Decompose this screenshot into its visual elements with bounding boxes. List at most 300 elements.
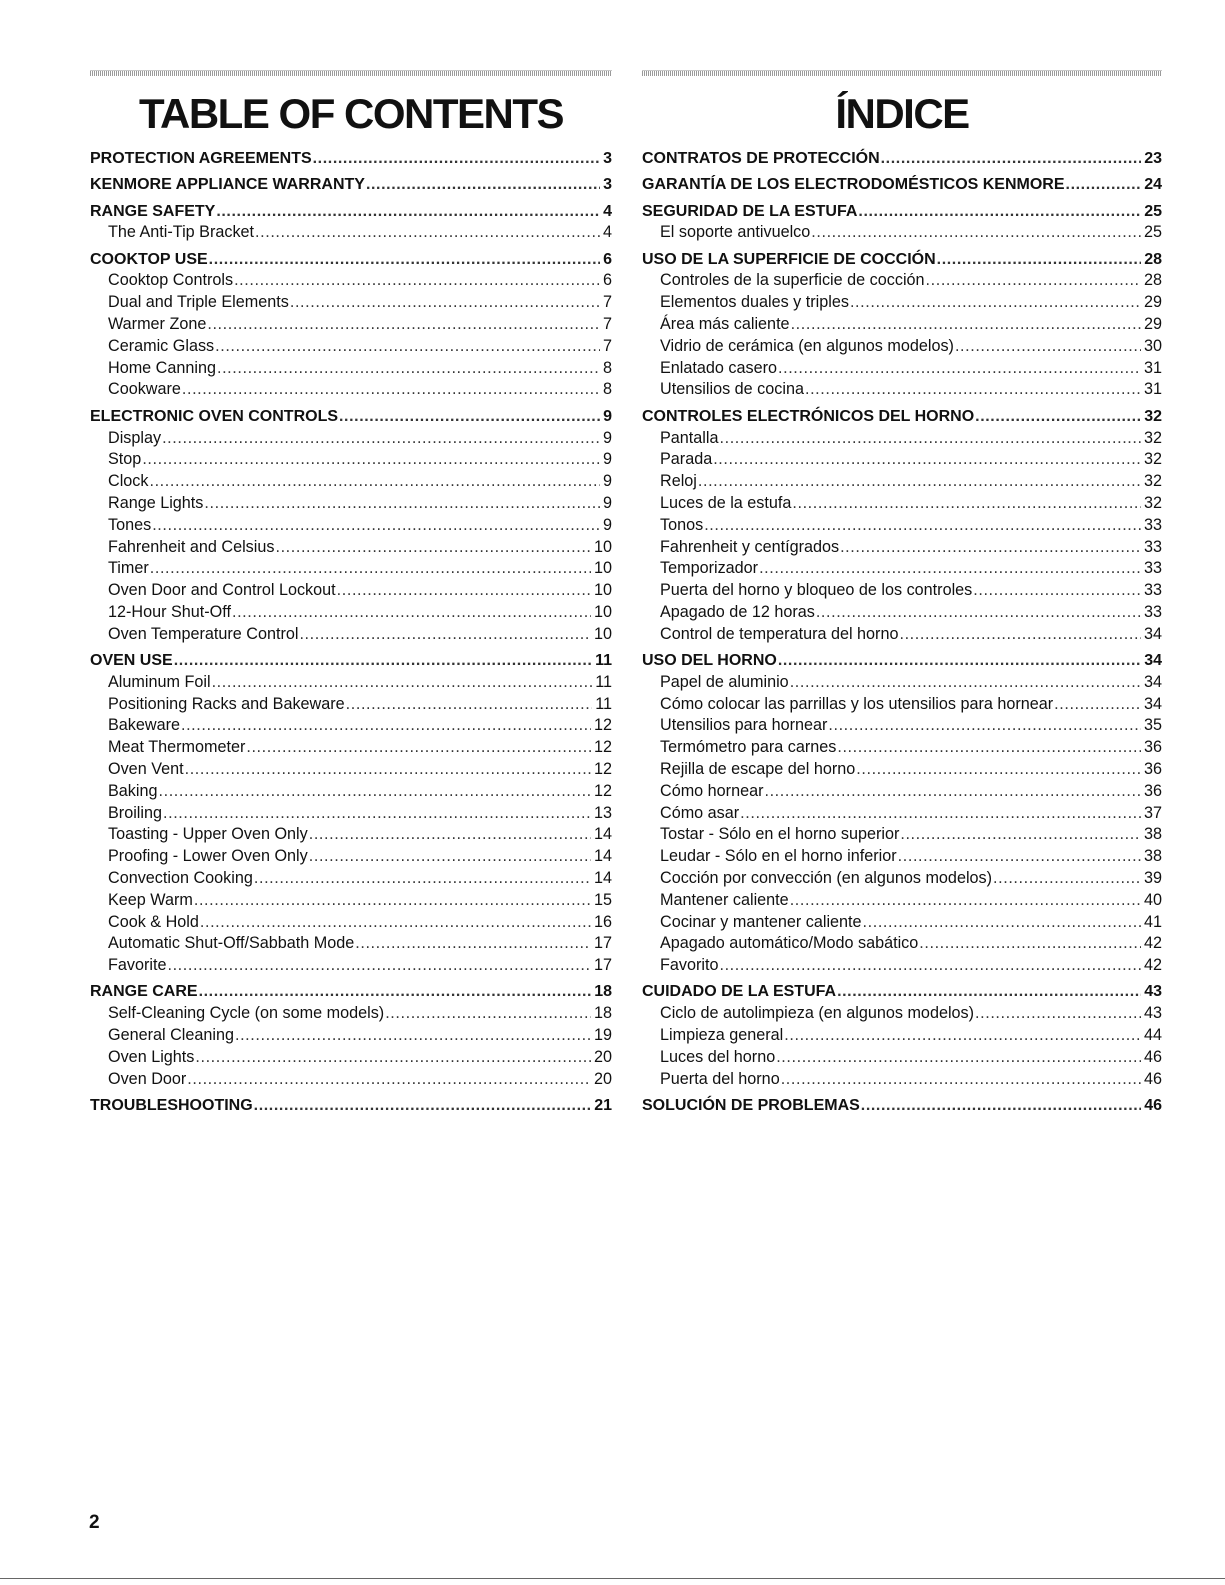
entry-page-number: 4 [603, 202, 612, 220]
entry-page-number: 14 [593, 847, 612, 866]
toc-subentry [642, 270, 1162, 292]
entry-page-number: 34 [1143, 624, 1162, 643]
toc-section [642, 249, 1162, 402]
dot-leader [235, 1025, 591, 1047]
toc-section-entry [90, 148, 612, 170]
entry-page-number: 30 [1143, 336, 1162, 355]
entry-label: Bakeware [108, 716, 180, 735]
entry-page-number: 31 [1143, 358, 1162, 377]
toc-subentry [642, 292, 1162, 314]
dot-leader [194, 890, 591, 912]
entry-label: SOLUCIÓN DE PROBLEMAS [642, 1096, 860, 1114]
entry-page-number: 14 [593, 869, 612, 887]
entry-label: Rejilla de escape del horno [660, 760, 856, 779]
entry-page-number: 16 [593, 912, 612, 931]
entry-page-number: 46 [1143, 1047, 1162, 1066]
dot-leader [858, 201, 1141, 223]
dot-leader [805, 379, 1141, 401]
entry-page-number: 23 [1144, 150, 1162, 167]
entry-label: 12-Hour Shut-Off [108, 602, 231, 621]
dot-leader [993, 868, 1141, 890]
entry-page-number: 21 [594, 1096, 612, 1114]
entry-page-number: 40 [1143, 890, 1162, 909]
entry-label: Reloj [660, 472, 697, 491]
entry-label: Dual and Triple Elements [108, 293, 289, 312]
toc-section [642, 650, 1162, 977]
toc-section-entry [642, 201, 1162, 223]
dot-leader [926, 270, 1141, 292]
dot-leader [339, 406, 600, 428]
entry-page-number: 20 [593, 1047, 612, 1066]
entry-page-number: 36 [1143, 760, 1162, 779]
entry-label: Mantener caliente [660, 890, 789, 909]
entry-page-number: 20 [593, 1069, 612, 1088]
entry-page-number: 44 [1143, 1026, 1162, 1045]
dot-leader [698, 471, 1141, 493]
entry-page-number: 6 [603, 250, 612, 268]
dot-leader [759, 558, 1141, 580]
entry-label: Cómo colocar las parrillas y los utensilios para hornear [660, 694, 1054, 713]
toc-subentry [642, 222, 1162, 244]
entry-page-number: 18 [593, 1004, 612, 1023]
dot-leader [811, 222, 1141, 244]
entry-label: Temporizador [660, 559, 759, 578]
entry-page-number: 33 [1143, 559, 1162, 578]
dot-leader [182, 379, 600, 401]
dot-leader [781, 1069, 1141, 1091]
entry-label: Self-Cleaning Cycle (on some models) [108, 1004, 385, 1023]
entry-label: Utensilios para hornear [660, 716, 828, 735]
toc-subentry [642, 1025, 1162, 1047]
entry-label: Control de temperatura del horno [660, 624, 899, 643]
dot-leader [861, 1095, 1141, 1117]
dot-leader [254, 868, 591, 890]
entry-label: Parada [660, 450, 713, 469]
dot-leader [837, 737, 1141, 759]
toc-subentry [642, 759, 1162, 781]
entry-label: Enlatado casero [660, 358, 777, 377]
dot-leader [255, 222, 600, 244]
entry-label: Utensilios de cocina [660, 380, 804, 399]
dot-leader [837, 981, 1141, 1003]
entry-label: Keep Warm [108, 890, 193, 909]
toc-section [90, 148, 612, 170]
entry-page-number: 36 [1143, 738, 1162, 757]
dot-leader [704, 515, 1141, 537]
entry-label: Warmer Zone [108, 315, 207, 334]
entry-label: General Cleaning [108, 1026, 234, 1045]
entry-label: Fahrenheit y centígrados [660, 537, 840, 556]
toc-section [90, 174, 612, 196]
toc-subentry [642, 428, 1162, 450]
toc-section-entry [642, 406, 1162, 428]
toc-subentry [90, 558, 612, 580]
entry-label: KENMORE APPLIANCE WARRANTY [90, 176, 365, 194]
toc-subentry [642, 672, 1162, 694]
entry-label: The Anti-Tip Bracket [108, 223, 255, 242]
toc-section-entry [642, 249, 1162, 271]
toc-subentry [90, 824, 612, 846]
toc-subentry [642, 868, 1162, 890]
toc-subentry [642, 1003, 1162, 1025]
entry-page-number: 12 [593, 760, 612, 779]
entry-label: Timer [108, 559, 149, 578]
entry-page-number: 28 [1144, 250, 1162, 268]
entry-label: ELECTRONIC OVEN CONTROLS [90, 407, 339, 425]
dot-leader [919, 933, 1141, 955]
entry-page-number: 10 [593, 559, 612, 578]
toc-subentry [642, 515, 1162, 537]
entry-page-number: 32 [1143, 428, 1162, 447]
toc-subentry [642, 580, 1162, 602]
toc-section-entry [642, 981, 1162, 1003]
entry-page-number: 11 [595, 652, 612, 670]
entry-page-number: 7 [602, 336, 612, 355]
entry-label: Cocción por convección (en algunos modelos) [660, 869, 993, 887]
entry-page-number: 12 [593, 716, 612, 735]
toc-section [90, 406, 612, 646]
entry-page-number: 10 [593, 602, 612, 621]
dot-leader [232, 602, 591, 624]
toc-subentry [90, 715, 612, 737]
dot-leader [778, 358, 1141, 380]
toc-subentry [642, 449, 1162, 471]
entry-label: Oven Temperature Control [108, 624, 299, 643]
entry-label: Cooktop Controls [108, 271, 234, 290]
toc-subentry [90, 1003, 612, 1025]
entry-label: Controles de la superficie de cocción [660, 271, 925, 290]
dot-leader [162, 428, 600, 450]
entry-label: USO DE LA SUPERFICIE DE COCCIÓN [642, 250, 936, 268]
dot-leader [275, 537, 591, 559]
toc-subentry [90, 292, 612, 314]
entry-label: Leudar - Sólo en el horno inferior [660, 847, 897, 866]
toc-subentry [90, 471, 612, 493]
dot-leader [792, 493, 1141, 515]
dot-leader [200, 912, 591, 934]
entry-label: Proofing - Lower Oven Only [108, 847, 308, 866]
entry-page-number: 17 [593, 934, 612, 953]
entry-label: Termómetro para carnes [660, 738, 837, 757]
dot-leader [791, 314, 1141, 336]
dot-leader [167, 955, 591, 977]
toc-subentry [90, 955, 612, 977]
entry-label: CONTROLES ELECTRÓNICOS DEL HORNO [642, 407, 975, 425]
entry-page-number: 43 [1143, 1004, 1162, 1023]
entry-label: Cómo asar [660, 803, 740, 822]
entry-label: Elementos duales y triples [660, 293, 849, 312]
entry-page-number: 10 [593, 581, 612, 600]
entry-page-number: 36 [1143, 781, 1162, 800]
toc-section-entry [642, 1095, 1162, 1117]
entry-label: Broiling [108, 803, 162, 822]
entry-page-number: 6 [602, 271, 612, 290]
entry-label: Meat Thermometer [108, 738, 246, 757]
entry-page-number: 35 [1143, 716, 1162, 735]
toc-subentry [642, 537, 1162, 559]
toc-spanish-list [642, 148, 1162, 1117]
toc-subentry [642, 737, 1162, 759]
toc-subentry [642, 715, 1162, 737]
toc-section [642, 201, 1162, 245]
dot-leader [366, 174, 600, 196]
entry-page-number: 34 [1143, 694, 1162, 713]
entry-label: RANGE SAFETY [90, 202, 216, 220]
toc-subentry [90, 222, 612, 244]
dot-leader [195, 1047, 591, 1069]
dot-leader [720, 428, 1141, 450]
dot-leader [217, 358, 600, 380]
entry-page-number: 37 [1143, 803, 1162, 822]
entry-page-number: 32 [1143, 450, 1162, 469]
toc-english-list [90, 148, 612, 1117]
dot-leader [863, 912, 1141, 934]
entry-page-number: 32 [1143, 493, 1162, 512]
entry-label: Automatic Shut-Off/Sabbath Mode [108, 934, 355, 953]
entry-page-number: 29 [1143, 315, 1162, 334]
toc-subentry [642, 1047, 1162, 1069]
entry-page-number: 7 [602, 293, 612, 312]
entry-label: Área más caliente [660, 315, 790, 334]
toc-subentry [642, 314, 1162, 336]
dot-leader [828, 715, 1141, 737]
toc-subentry [90, 803, 612, 825]
toc-english-column [90, 70, 612, 1117]
entry-label: Apagado automático/Modo sabático [660, 934, 919, 953]
entry-label: Papel de aluminio [660, 672, 789, 691]
entry-page-number: 15 [593, 890, 612, 909]
entry-label: GARANTÍA DE LOS ELECTRODOMÉSTICOS KENMORE [642, 176, 1065, 194]
entry-page-number: 7 [602, 315, 612, 334]
dot-leader [816, 602, 1141, 624]
toc-subentry [642, 602, 1162, 624]
entry-page-number: 33 [1143, 581, 1162, 600]
entry-page-number: 41 [1143, 912, 1162, 931]
toc-section [642, 406, 1162, 646]
entry-page-number: 9 [602, 493, 612, 512]
entry-label: Apagado de 12 horas [660, 602, 815, 621]
entry-label: Convection Cooking [108, 869, 253, 887]
dot-leader [784, 1025, 1141, 1047]
toc-subentry [90, 358, 612, 380]
dot-leader [149, 471, 600, 493]
toc-subentry [642, 803, 1162, 825]
entry-page-number: 38 [1143, 847, 1162, 866]
dot-leader [881, 148, 1142, 170]
entry-label: Ciclo de autolimpieza (en algunos modelos) [660, 1004, 975, 1023]
dot-leader [313, 148, 600, 170]
entry-label: RANGE CARE [90, 983, 198, 1001]
toc-subentry [90, 624, 612, 646]
toc-subentry [642, 890, 1162, 912]
dot-leader [975, 406, 1141, 428]
entry-page-number: 14 [593, 825, 612, 844]
dot-leader [346, 694, 593, 716]
entry-label: USO DEL HORNO [642, 652, 777, 670]
dot-leader [212, 672, 593, 694]
toc-subentry [642, 336, 1162, 358]
entry-page-number: 33 [1143, 602, 1162, 621]
entry-label: Tones [108, 515, 152, 534]
decorative-rule [90, 70, 612, 76]
entry-page-number: 11 [595, 672, 612, 691]
dot-leader [209, 249, 600, 271]
entry-label: Oven Vent [108, 760, 184, 779]
dot-leader [790, 672, 1141, 694]
dot-leader [973, 580, 1141, 602]
entry-page-number: 42 [1143, 956, 1162, 975]
toc-subentry [90, 737, 612, 759]
entry-label: Home Canning [108, 358, 216, 377]
dot-leader [187, 1069, 591, 1091]
toc-section [90, 1095, 612, 1117]
toc-spanish-column [642, 70, 1162, 1117]
toc-section-entry [90, 174, 612, 196]
entry-page-number: 9 [603, 407, 612, 425]
entry-page-number: 43 [1144, 983, 1162, 1001]
entry-label: Range Lights [108, 493, 204, 512]
entry-label: El soporte antivuelco [660, 223, 811, 242]
dot-leader [174, 650, 592, 672]
toc-subentry [642, 955, 1162, 977]
dot-leader [290, 292, 600, 314]
entry-label: Cook & Hold [108, 912, 199, 931]
dot-leader [309, 846, 591, 868]
entry-page-number: 10 [593, 624, 612, 643]
entry-label: Limpieza general [660, 1026, 784, 1045]
entry-page-number: 39 [1143, 869, 1162, 887]
dot-leader [740, 803, 1141, 825]
dot-leader [150, 558, 591, 580]
entry-page-number: 11 [595, 694, 612, 713]
entry-label: Oven Door and Control Lockout [108, 581, 336, 600]
toc-subentry [90, 694, 612, 716]
toc-subentry [642, 358, 1162, 380]
entry-label: Toasting - Upper Oven Only [108, 825, 308, 844]
entry-label: Clock [108, 472, 149, 491]
entry-label: CONTRATOS DE PROTECCIÓN [642, 150, 880, 167]
toc-subentry [90, 759, 612, 781]
entry-page-number: 38 [1143, 825, 1162, 844]
dot-leader [937, 249, 1142, 271]
toc-english-title: TABLE OF CONTENTS [138, 90, 564, 137]
toc-subentry [90, 781, 612, 803]
page-number: 2 [89, 1512, 100, 1533]
entry-page-number: 29 [1143, 293, 1162, 312]
dot-leader [163, 803, 591, 825]
dot-leader [337, 580, 591, 602]
entry-page-number: 32 [1144, 407, 1162, 425]
entry-page-number: 32 [1143, 472, 1162, 491]
entry-label: Favorito [660, 956, 719, 975]
entry-page-number: 34 [1144, 652, 1162, 670]
entry-page-number: 28 [1143, 271, 1162, 290]
dot-leader [246, 737, 591, 759]
toc-subentry [90, 1047, 612, 1069]
entry-label: Oven Lights [108, 1047, 195, 1066]
entry-page-number: 24 [1144, 176, 1162, 194]
entry-page-number: 9 [602, 515, 612, 534]
toc-section [90, 249, 612, 402]
entry-page-number: 9 [602, 472, 612, 491]
toc-subentry [90, 672, 612, 694]
entry-label: Cookware [108, 380, 181, 399]
toc-subentry [90, 1025, 612, 1047]
dot-leader [899, 624, 1141, 646]
entry-label: Puerta del horno [660, 1069, 780, 1088]
entry-page-number: 8 [602, 358, 612, 377]
entry-label: SEGURIDAD DE LA ESTUFA [642, 202, 858, 220]
dot-leader [898, 846, 1141, 868]
dot-leader [385, 1003, 591, 1025]
entry-page-number: 18 [594, 983, 612, 1001]
dot-leader [254, 1095, 592, 1117]
toc-subentry [642, 781, 1162, 803]
dot-leader [207, 314, 600, 336]
toc-subentry [90, 933, 612, 955]
entry-page-number: 33 [1143, 537, 1162, 556]
toc-spanish-title: ÍNDICE [835, 90, 969, 137]
toc-subentry [90, 1069, 612, 1091]
entry-page-number: 8 [602, 380, 612, 399]
entry-label: Luces de la estufa [660, 493, 792, 512]
decorative-rule [642, 70, 1162, 76]
dot-leader [955, 336, 1141, 358]
dot-leader [713, 449, 1141, 471]
dot-leader [199, 981, 592, 1003]
toc-subentry [642, 624, 1162, 646]
dot-leader [790, 890, 1141, 912]
toc-section-entry [90, 650, 612, 672]
dot-leader [764, 781, 1141, 803]
entry-page-number: 10 [593, 537, 612, 556]
entry-label: COOKTOP USE [90, 250, 208, 268]
toc-section-entry [90, 249, 612, 271]
entry-label: Ceramic Glass [108, 336, 215, 355]
dot-leader [719, 955, 1141, 977]
bottom-border [0, 1578, 1225, 1579]
dot-leader [1066, 174, 1142, 196]
dot-leader [215, 336, 600, 358]
entry-page-number: 42 [1143, 934, 1162, 953]
entry-label: Pantalla [660, 428, 719, 447]
toc-section-entry [90, 1095, 612, 1117]
toc-subentry [642, 1069, 1162, 1091]
entry-label: Display [108, 428, 162, 447]
toc-subentry [90, 379, 612, 401]
toc-subentry [90, 270, 612, 292]
dot-leader [299, 624, 591, 646]
toc-subentry [90, 515, 612, 537]
dot-leader [856, 759, 1141, 781]
entry-label: Baking [108, 781, 158, 800]
entry-page-number: 3 [603, 176, 612, 194]
entry-label: Tonos [660, 515, 704, 534]
entry-label: Fahrenheit and Celsius [108, 537, 275, 556]
toc-section-entry [90, 201, 612, 223]
toc-subentry [642, 471, 1162, 493]
entry-page-number: 34 [1143, 672, 1162, 691]
toc-subentry [642, 493, 1162, 515]
toc-subentry [642, 824, 1162, 846]
entry-label: Puerta del horno y bloqueo de los controles [660, 581, 973, 600]
entry-page-number: 9 [602, 450, 612, 469]
entry-page-number: 4 [602, 223, 612, 242]
toc-subentry [90, 868, 612, 890]
dot-leader [309, 824, 591, 846]
toc-section [90, 650, 612, 977]
entry-label: Oven Door [108, 1069, 187, 1088]
